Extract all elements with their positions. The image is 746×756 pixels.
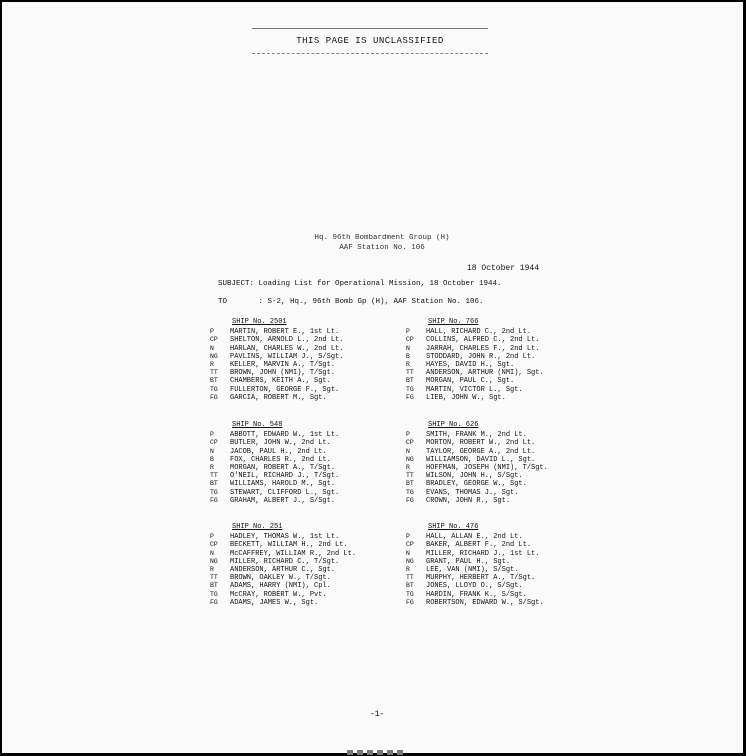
crew-name: McCRAY, ROBERT W., Pvt.	[230, 590, 327, 599]
crew-position: TG	[406, 385, 414, 393]
crew-row	[406, 345, 544, 353]
crew-name: SHELTON, ARNOLD L., 2nd Lt.	[230, 336, 344, 345]
crew-position: CP	[406, 541, 414, 549]
crew-row	[406, 431, 548, 439]
crew-name: HALL, ALLAN E., 2nd Lt.	[426, 533, 523, 542]
crew-position: FG	[406, 598, 414, 606]
crew-position: CP	[406, 336, 414, 344]
crew-row	[406, 558, 544, 566]
crew-name: MARTIN, VICTOR L., Sgt.	[426, 385, 523, 394]
crew-row	[210, 497, 339, 505]
crew-position: P	[210, 328, 214, 336]
crew-row	[406, 336, 544, 344]
crew-position: P	[406, 328, 410, 336]
crew-name: CHAMBERS, KEITH A., Sgt.	[230, 377, 331, 386]
crew-row	[406, 591, 544, 599]
crew-row	[406, 448, 548, 456]
crew-name: JACOB, PAUL H., 2nd Lt.	[230, 447, 327, 456]
crew-row	[210, 550, 356, 558]
crew-position: N	[406, 447, 410, 455]
crew-position: CP	[210, 439, 218, 447]
crew-row	[406, 541, 544, 549]
crew-position: TG	[210, 385, 218, 393]
crew-position: TT	[406, 574, 414, 582]
crew-name: MURPHY, HERBERT A., T/Sgt.	[426, 574, 536, 583]
ship-title: SHIP No. 476	[428, 523, 479, 531]
crew-position: CP	[406, 439, 414, 447]
crew-name: WILSON, JOHN H., S/Sgt.	[426, 472, 523, 481]
crew-name: HALL, RICHARD C., 2nd Lt.	[426, 328, 532, 337]
crew-position: CP	[210, 336, 218, 344]
crew-row	[210, 464, 339, 472]
ship-block	[406, 523, 544, 607]
crew-position: TG	[406, 590, 414, 598]
document-date: 18 October 1944	[467, 264, 540, 273]
crew-row	[406, 328, 544, 336]
crew-row	[210, 480, 339, 488]
unit-heading: Hq. 96th Bombardment Group (H)	[314, 234, 450, 242]
crew-name: KELLER, MARVIN A., T/Sgt.	[230, 361, 336, 370]
crew-position: TT	[406, 369, 414, 377]
crew-position: NG	[210, 557, 218, 565]
scan-edge-mark	[347, 750, 407, 755]
crew-row	[406, 599, 544, 607]
crew-position: R	[210, 361, 214, 369]
crew-name: GRAHAM, ALBERT J., S/Sgt.	[230, 496, 336, 505]
crew-position: N	[406, 549, 410, 557]
crew-row	[210, 353, 343, 361]
crew-name: COLLINS, ALFRED C., 2nd Lt.	[426, 336, 540, 345]
document-page	[2, 2, 743, 753]
subject-line	[218, 280, 502, 288]
crew-position: BT	[406, 582, 414, 590]
crew-name: MORTON, ROBERT W., 2nd Lt.	[426, 439, 536, 448]
crew-name: HARLAN, CHARLES W., 2nd Lt.	[230, 344, 344, 353]
crew-position: BT	[210, 582, 218, 590]
crew-name: ANDERSON, ARTHUR C., Sgt.	[230, 566, 336, 575]
crew-name: LIEB, JOHN W., Sgt.	[426, 393, 506, 402]
crew-position: FG	[210, 598, 218, 606]
crew-name: ROBERTSON, EDWARD W., S/Sgt.	[426, 598, 544, 607]
crew-position: B	[406, 352, 410, 360]
crew-name: ADAMS, HARRY (NMI), Cpl.	[230, 582, 331, 591]
crew-name: STODDARD, JOHN R., 2nd Lt.	[426, 352, 536, 361]
ship-block	[210, 421, 339, 505]
crew-row	[210, 533, 356, 541]
crew-name: JONES, LLOYD O., S/Sgt.	[426, 582, 523, 591]
crew-row	[406, 369, 544, 377]
crew-position: TT	[406, 472, 414, 480]
crew-position: TT	[210, 369, 218, 377]
to-label: TO	[218, 298, 228, 306]
crew-position: CP	[210, 541, 218, 549]
crew-row	[210, 328, 343, 336]
crew-name: MORGAN, ROBERT A., T/Sgt.	[230, 464, 336, 473]
crew-row	[406, 377, 544, 385]
crew-position: FG	[210, 393, 218, 401]
crew-name: HOFFMAN, JOSEPH (NMI), T/Sgt.	[426, 464, 548, 473]
crew-row	[210, 336, 343, 344]
crew-row	[210, 361, 343, 369]
crew-position: P	[406, 431, 410, 439]
crew-name: HADLEY, THOMAS W., 1st Lt.	[230, 533, 340, 542]
crew-row	[210, 582, 356, 590]
crew-name: PAVLINS, WILLIAM J., S/Sgt.	[230, 352, 344, 361]
subject-text: Loading List for Operational Mission, 18 October 1944.	[258, 280, 502, 288]
crew-position: P	[210, 431, 214, 439]
crew-position: P	[406, 533, 410, 541]
crew-name: BROWN, OAKLEY W., T/Sgt.	[230, 574, 331, 583]
crew-position: N	[406, 344, 410, 352]
to-text: : S-2, Hq., 96th Bomb Gp (H), AAF Station No. 106.	[258, 298, 484, 306]
crew-name: MORGAN, PAUL C., Sgt.	[426, 377, 515, 386]
crew-name: HARDIN, FRANK K., S/Sgt.	[426, 590, 527, 599]
ship-block	[210, 318, 343, 402]
crew-position: TT	[210, 574, 218, 582]
crew-row	[210, 386, 343, 394]
crew-position: B	[210, 455, 214, 463]
crew-name: ADAMS, JAMES W., Sgt.	[230, 598, 319, 607]
crew-position: BT	[210, 480, 218, 488]
ship-block	[210, 523, 356, 607]
crew-name: JARRAH, CHARLES F., 2nd Lt.	[426, 344, 540, 353]
crew-name: EVANS, THOMAS J., Sgt.	[426, 488, 519, 497]
crew-name: STEWART, CLIFFORD L., Sgt.	[230, 488, 340, 497]
crew-position: NG	[210, 352, 218, 360]
crew-name: MILLER, RICHARD C., T/Sgt.	[230, 557, 340, 566]
crew-row	[210, 599, 356, 607]
crew-row	[406, 386, 544, 394]
crew-position: NG	[406, 557, 414, 565]
crew-name: FULLERTON, GEORGE F., Sgt.	[230, 385, 340, 394]
crew-row	[406, 566, 544, 574]
crew-name: CROWN, JOHN R., Sgt.	[426, 496, 511, 505]
crew-name: GRANT, PAUL H., Sgt.	[426, 557, 511, 566]
crew-row	[406, 439, 548, 447]
crew-position: TT	[210, 472, 218, 480]
crew-name: TAYLOR, GEORGE A., 2nd Lt.	[426, 447, 536, 456]
crew-row	[210, 541, 356, 549]
ship-title: SHIP No. 766	[428, 318, 479, 326]
ship-title: SHIP No. 2501	[232, 318, 287, 326]
crew-name: ANDERSON, ARTHUR (NMI), Sgt.	[426, 369, 544, 378]
crew-position: TG	[210, 488, 218, 496]
crew-name: LEE, VAN (NMI), S/Sgt.	[426, 566, 519, 575]
crew-name: WILLIAMSON, DAVID L., Sgt.	[426, 455, 536, 464]
crew-row	[406, 533, 544, 541]
crew-name: BAKER, ALBERT F., 2nd Lt.	[426, 541, 532, 550]
crew-row	[406, 497, 548, 505]
crew-row	[406, 464, 548, 472]
crew-row	[210, 448, 339, 456]
classification-banner: THIS PAGE IS UNCLASSIFIED	[252, 28, 488, 54]
crew-row	[210, 431, 339, 439]
crew-name: WILLIAMS, HAROLD M., Sgt.	[230, 480, 336, 489]
crew-position: FG	[406, 496, 414, 504]
crew-name: BROWN, JOHN (NMI), T/Sgt.	[230, 369, 336, 378]
crew-name: GARCIA, ROBERT M., Sgt.	[230, 393, 327, 402]
crew-name: FOX, CHARLES R., 2nd Lt.	[230, 455, 331, 464]
station-heading: AAF Station No. 106	[339, 244, 425, 252]
crew-name: HAYES, DAVID H., Sgt.	[426, 361, 515, 370]
crew-position: R	[210, 566, 214, 574]
crew-row	[406, 361, 544, 369]
ship-block	[406, 421, 548, 505]
crew-name: BRADLEY, GEORGE W., Sgt.	[426, 480, 527, 489]
crew-row	[406, 574, 544, 582]
crew-position: N	[210, 447, 214, 455]
crew-name: BUTLER, JOHN W., 2nd Lt.	[230, 439, 331, 448]
crew-name: ABBOTT, EDWARD W., 1st Lt.	[230, 431, 340, 440]
crew-position: BT	[210, 377, 218, 385]
crew-name: McCAFFREY, WILLIAM R., 2nd Lt.	[230, 549, 357, 558]
crew-row	[406, 489, 548, 497]
crew-row	[210, 472, 339, 480]
crew-row	[210, 591, 356, 599]
ship-title: SHIP No. 251	[232, 523, 283, 531]
crew-row	[406, 582, 544, 590]
crew-name: SMITH, FRANK M., 2nd Lt.	[426, 431, 527, 440]
crew-row	[406, 480, 548, 488]
crew-name: BECKETT, WILLIAM H., 2nd Lt.	[230, 541, 348, 550]
crew-position: R	[406, 566, 410, 574]
crew-position: TG	[210, 590, 218, 598]
crew-row	[406, 456, 548, 464]
crew-row	[210, 489, 339, 497]
crew-position: N	[210, 549, 214, 557]
crew-name: O'NEIL, RICHARD J., T/Sgt.	[230, 472, 340, 481]
crew-row	[406, 472, 548, 480]
crew-position: FG	[210, 496, 218, 504]
ship-title: SHIP No. 626	[428, 421, 479, 429]
crew-row	[406, 394, 544, 402]
crew-row	[210, 566, 356, 574]
crew-position: NG	[406, 455, 414, 463]
crew-row	[210, 456, 339, 464]
crew-position: R	[406, 464, 410, 472]
crew-name: MILLER, RICHARD J., 1st Lt.	[426, 549, 540, 558]
crew-row	[210, 345, 343, 353]
crew-row	[406, 353, 544, 361]
crew-position: TG	[406, 488, 414, 496]
ship-block	[406, 318, 544, 402]
crew-position: FG	[406, 393, 414, 401]
crew-row	[406, 550, 544, 558]
page-number: -1-	[370, 710, 385, 719]
crew-position: BT	[406, 377, 414, 385]
subject-label: SUBJECT:	[218, 280, 255, 288]
crew-row	[210, 439, 339, 447]
crew-position: R	[406, 361, 410, 369]
crew-row	[210, 377, 343, 385]
crew-row	[210, 369, 343, 377]
crew-row	[210, 394, 343, 402]
crew-name: MARTIN, ROBERT E., 1st Lt.	[230, 328, 340, 337]
ship-title: SHIP No. 548	[232, 421, 283, 429]
crew-row	[210, 574, 356, 582]
crew-position: BT	[406, 480, 414, 488]
to-line	[218, 298, 484, 306]
crew-row	[210, 558, 356, 566]
crew-position: P	[210, 533, 214, 541]
crew-position: N	[210, 344, 214, 352]
crew-position: R	[210, 464, 214, 472]
